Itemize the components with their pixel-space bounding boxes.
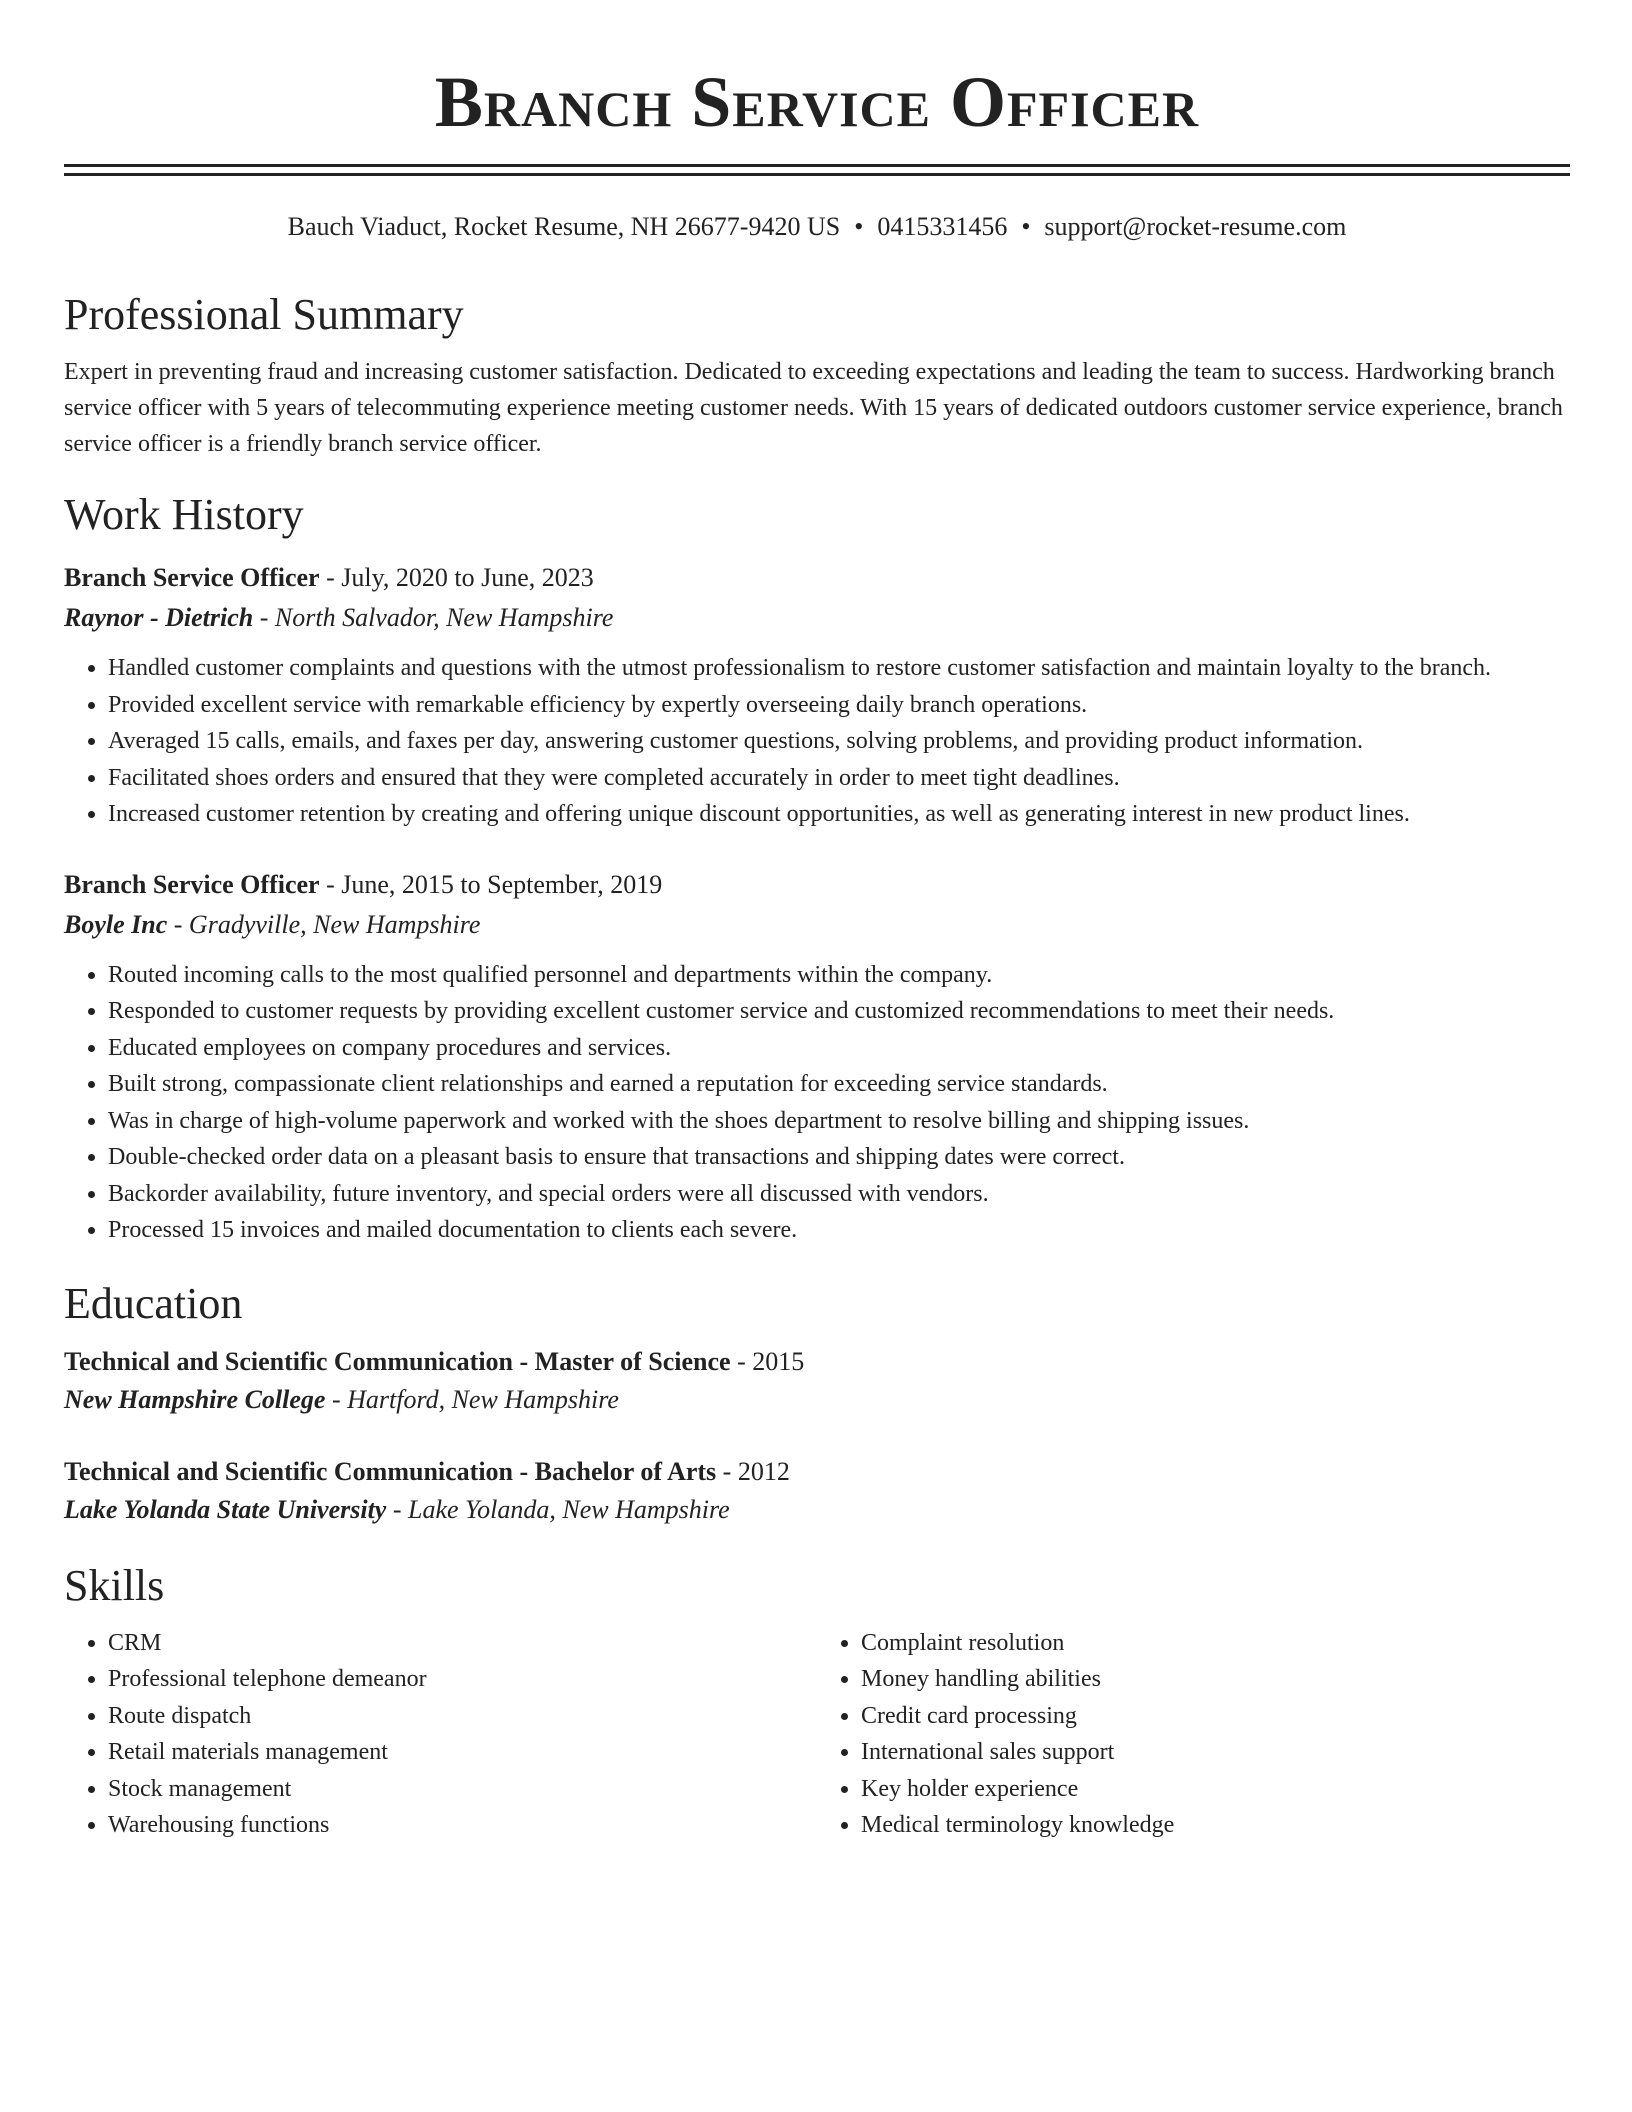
skill-item: • Key holder experience (861, 1771, 1570, 1808)
summary-text: Expert in preventing fraud and increasing customer satisfaction. Dedicated to exceeding expectations and leading the team to success. Hardworking branch service officer with 5 years of telecommuting experience meeting customer needs. With 15 years of dedicated outdoors customer service experience, branch service officer is a friendly branch service officer. (64, 359, 1563, 457)
education-location: - Hartford, New Hampshire (325, 1384, 619, 1414)
contact-separator: • (1021, 212, 1031, 241)
education-year: - 2012 (716, 1456, 790, 1486)
summary-heading: Professional Summary (64, 290, 464, 339)
job-company-line (64, 905, 1570, 945)
education-entry (64, 1453, 1570, 1529)
education-degree-line (64, 1343, 1570, 1381)
skill-item: • Stock management (108, 1771, 817, 1808)
education-school-line (64, 1381, 1570, 1419)
skill-item: • Warehousing functions (108, 1807, 817, 1844)
job-bullets (64, 650, 1570, 833)
job-company: Boyle Inc (64, 909, 168, 939)
job-company: Raynor - Dietrich (64, 603, 254, 632)
header-rule-bottom (64, 173, 1570, 176)
education-school-line (64, 1491, 1570, 1529)
job-bullet: • Averaged 15 calls, emails, and faxes per day, answering customer questions, solving problems, and providing product information. (108, 723, 1570, 760)
contact-email: support@rocket-resume.com (1044, 212, 1347, 241)
job-bullet: • Processed 15 invoices and mailed documentation to clients each severe. (108, 1212, 1570, 1249)
job-dates: - June, 2015 to September, 2019 (319, 869, 663, 899)
job-bullet: • Increased customer retention by creating and offering unique discount opportunities, as well as generating interest in new product lines. (108, 796, 1570, 833)
skill-item: • International sales support (861, 1734, 1570, 1771)
contact-line (64, 210, 1570, 244)
education-entry (64, 1343, 1570, 1419)
resume-page (64, 0, 1570, 1844)
skills-list (817, 1625, 1570, 1844)
skills-column-right (817, 1625, 1570, 1844)
job-bullet: • Routed incoming calls to the most qualified personnel and departments within the company. (108, 957, 1570, 994)
skill-item: • Professional telephone demeanor (108, 1661, 817, 1698)
education-school: New Hampshire College (64, 1384, 326, 1414)
skills-heading: Skills (64, 1560, 165, 1610)
skill-item: • Retail materials management (108, 1734, 817, 1771)
skills-list (64, 1625, 817, 1844)
education-degree: Technical and Scientific Communication - Master of Science (64, 1346, 731, 1376)
education-heading: Education (64, 1278, 243, 1328)
skills-grid (64, 1625, 1570, 1844)
job-entry (64, 558, 1570, 833)
job-bullet: • Educated employees on company procedures and services. (108, 1030, 1570, 1067)
job-bullet: • Facilitated shoes orders and ensured that they were completed accurately in order to meet tight deadlines. (108, 760, 1570, 797)
job-location: - North Salvador, New Hampshire (253, 603, 614, 632)
skill-item: • Money handling abilities (861, 1661, 1570, 1698)
skill-item: • Credit card processing (861, 1698, 1570, 1735)
job-title: Branch Service Officer (64, 563, 320, 592)
skill-item: • Medical terminology knowledge (861, 1807, 1570, 1844)
education-location: - Lake Yolanda, New Hampshire (386, 1494, 730, 1524)
job-title: Branch Service Officer (64, 869, 320, 899)
contact-separator: • (854, 212, 864, 241)
job-bullet: • Provided excellent service with remarkable efficiency by expertly overseeing daily branch operations. (108, 687, 1570, 724)
job-bullet: • Backorder availability, future inventory, and special orders were all discussed with vendors. (108, 1176, 1570, 1213)
job-title-line (64, 558, 1570, 598)
education-school: Lake Yolanda State University (64, 1494, 387, 1524)
job-dates: - July, 2020 to June, 2023 (319, 563, 594, 592)
contact-phone: 0415331456 (877, 212, 1008, 241)
resume-name: Branch Service Officer (434, 62, 1200, 142)
job-bullets (64, 957, 1570, 1249)
skill-item: • Complaint resolution (861, 1625, 1570, 1662)
work-history-heading: Work History (64, 490, 304, 539)
job-title-line (64, 865, 1570, 905)
job-bullet: • Responded to customer requests by providing excellent customer service and customized recommendations to meet their needs. (108, 993, 1570, 1030)
job-bullet: • Built strong, compassionate client relationships and earned a reputation for exceeding service standards. (108, 1066, 1570, 1103)
education-degree-line (64, 1453, 1570, 1491)
job-entry (64, 865, 1570, 1249)
education-degree: Technical and Scientific Communication - Bachelor of Arts (64, 1456, 717, 1486)
job-bullet: • Double-checked order data on a pleasant basis to ensure that transactions and shipping dates were correct. (108, 1139, 1570, 1176)
skill-item: • CRM (108, 1625, 817, 1662)
job-company-line (64, 598, 1570, 638)
skills-column-left (64, 1625, 817, 1844)
job-location: - Gradyville, New Hampshire (167, 909, 481, 939)
job-bullet: • Was in charge of high-volume paperwork and worked with the shoes department to resolve billing and shipping issues. (108, 1103, 1570, 1140)
job-bullet: • Handled customer complaints and questions with the utmost professionalism to restore customer satisfaction and maintain loyalty to the branch. (108, 650, 1570, 687)
contact-address: Bauch Viaduct, Rocket Resume, NH 26677-9420 US (287, 212, 841, 241)
skill-item: • Route dispatch (108, 1698, 817, 1735)
education-year: - 2015 (730, 1346, 805, 1376)
